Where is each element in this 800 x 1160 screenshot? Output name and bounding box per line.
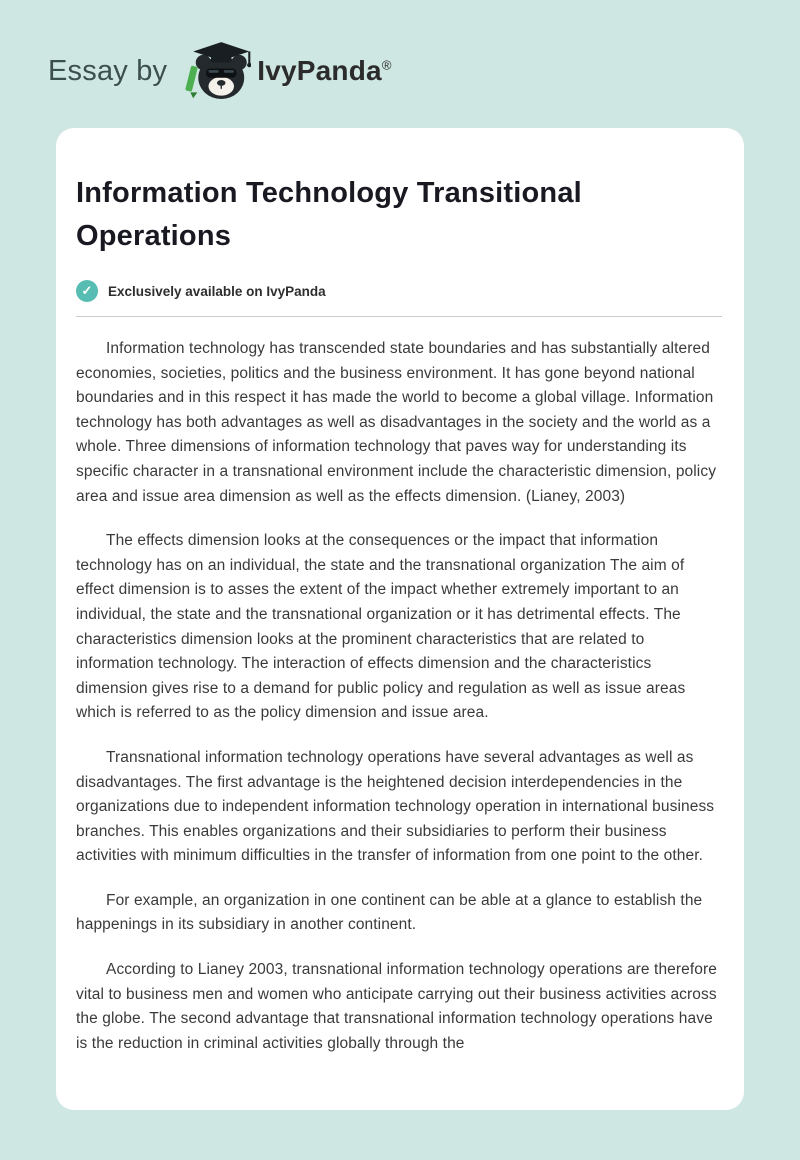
- site-header: [0, 0, 800, 128]
- paragraph: Transnational information technology operations have several advantages as well as disadvantages. The first advantage is the heightened decision interdependencies in the organizations due to independent information technology operation in international business branches. This enables organizations and their subsidiaries to perform their business activities with minimum difficulties in the transfer of information from one point to the other.: [76, 748, 715, 865]
- article-body: [76, 337, 722, 1056]
- paragraph: The effects dimension looks at the consequences or the impact that information technology has on an individual, the state and the transnational organization The aim of effect dimension is to asses the extent of the impact whether extremely important to an individual, the state and the transnational organization or it has detrimental effects. The characteristics dimension looks at the prominent characteristics that are related to information technology. The interaction of effects dimension and the characteristics dimension gives rise to a demand for public policy and regulation as well as issue areas which is referred to as the policy dimension and issue area.: [76, 532, 686, 722]
- paragraph: According to Lianey 2003, transnational information technology operations are therefore vital to business men and women who anticipate carrying out their business activities across the globe. The second advantage that transnational information technology operations have is the reduction in criminal activities globally through the: [76, 961, 717, 1052]
- paragraph: For example, an organization in one continent can be able at a glance to establish the happenings in its subsidiary in another continent.: [76, 891, 703, 934]
- essay-card: [56, 128, 744, 1110]
- check-icon: ✓: [76, 280, 98, 302]
- brand-logo: [183, 40, 251, 102]
- paragraph: Information technology has transcended state boundaries and has substantially altered economies, societies, politics and the business environment. It has gone beyond national boundaries and in this respect it has made the world to become a global village. Information technology has both advantages as well as disadvantages in the society and the world as a whole. Three dimensions of information technology that paves way for understanding its specific character in a transnational environment include the characteristic dimension, policy area and issue area dimension as well as the effects dimension. (Lianey, 2003): [76, 340, 717, 505]
- availability-label: Exclusively available on IvyPanda: [108, 283, 326, 299]
- page-title: Information Technology Transitional Operations: [76, 177, 582, 252]
- brand-name: IvyPanda®: [257, 55, 392, 86]
- registered-mark: ®: [381, 57, 392, 73]
- panda-graduate-icon: [183, 40, 251, 102]
- essay-by-label: Essay by: [48, 54, 168, 87]
- availability-row: [76, 280, 722, 317]
